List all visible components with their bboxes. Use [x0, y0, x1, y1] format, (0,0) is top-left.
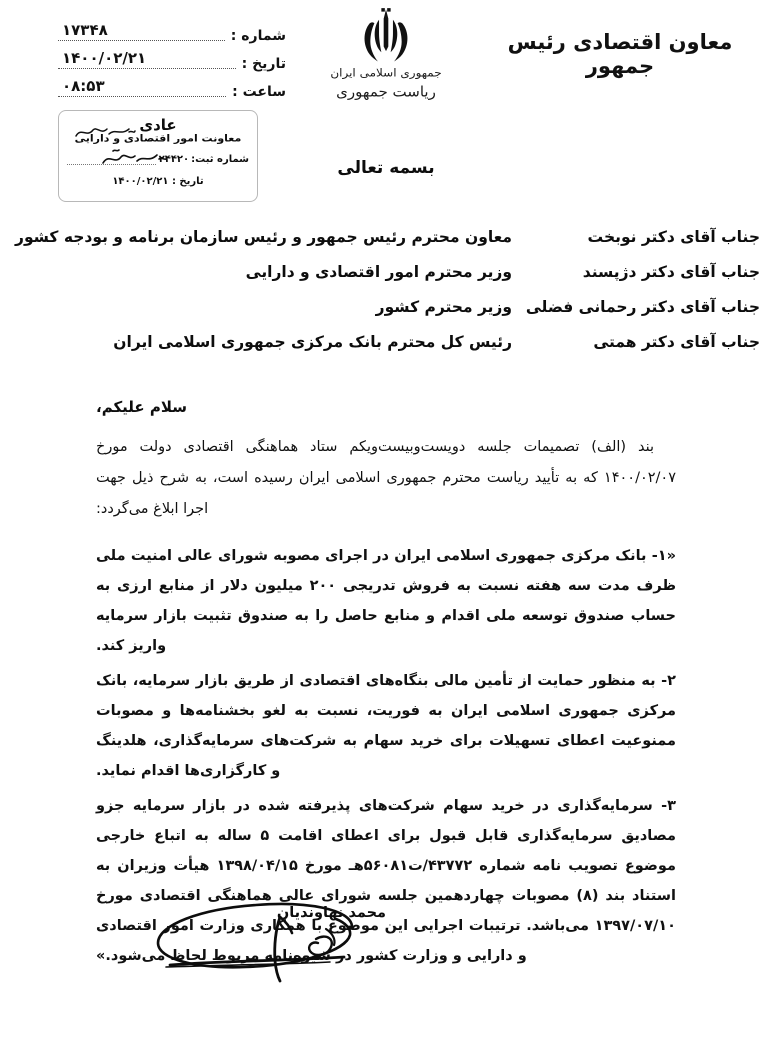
basmala-heading: بسمه تعالی — [337, 158, 435, 178]
stamp-date-row — [67, 176, 249, 187]
recipient-row — [0, 228, 772, 263]
meta-label-number: شماره : — [230, 28, 286, 44]
greeting-text: سلام علیکم، — [96, 398, 188, 416]
body-item-3: ۳- سرمایه‌گذاری در خرید سهام شرکت‌های پذیرفته شده در بازار سرمایه جزو مصادیق سرمایه‌گذاری قابل قبول برای اعطای اقامت ۵ ساله به اتباع خارجی موضوع تصویب نامه شماره ۴۳۷۷۲/ت۵۶۰۸۱هـ مورخ ۱۳۹۸/۰۴/۱۵ هیأت وزیران به استناد بند (۸) مصوبات چهاردهمین جلسه شورای عالی هماهنگی اقتصادی مورخ ۱۳۹۷/۰۷/۱۰ می‌باشد. ترتیبات اجرایی این موضوع با همکاری وزارت امور اقتصادی و دارایی و وزارت کشور در شیوه‌نامه مربوط لحاظ می‌شود.» — [96, 798, 676, 964]
recipient-title: معاون محترم رئیس جمهور و رئیس سازمان برنامه و بودجه کشور — [15, 228, 512, 246]
registration-stamp-box — [58, 110, 258, 202]
document-header — [0, 0, 772, 215]
meta-dots-number — [58, 21, 225, 41]
emblem-caption-country: جمهوری اسلامی ایران — [330, 66, 442, 80]
meta-dots-date — [58, 49, 236, 69]
stamp-priority-label: عادی — [139, 116, 177, 134]
stamp-date-value: ۱۴۰۰/۰۲/۲۱ — [112, 176, 169, 187]
recipient-title: وزیر محترم امور اقتصادی و دارایی — [245, 263, 512, 281]
recipient-title: وزیر محترم کشور — [375, 298, 512, 316]
recipient-row — [0, 333, 772, 368]
meta-row-time — [56, 72, 286, 100]
emblem-caption-presidency: ریاست جمهوری — [336, 83, 436, 101]
meta-label-time: ساعت : — [232, 84, 286, 100]
header-meta-fields — [56, 16, 286, 100]
recipient-row — [0, 263, 772, 298]
recipient-name: جناب آقای دکتر همتی — [593, 333, 760, 351]
recipient-row — [0, 298, 772, 333]
stamp-registration-label: شماره ثبت: — [191, 154, 249, 165]
recipients-list — [0, 228, 772, 368]
emblem-block — [291, 8, 481, 101]
meta-row-date — [56, 44, 286, 72]
stamp-registration-value: ۲۴۴۲۰ — [158, 154, 190, 165]
stamp-date-label: تاریخ : — [171, 176, 204, 187]
meta-row-number — [56, 16, 286, 44]
recipient-name: جناب آقای دکتر دژپسند — [582, 263, 760, 281]
signatory-name: محمد نهاوندیان — [276, 905, 386, 921]
recipient-name: جناب آقای دکتر نوبخت — [587, 228, 760, 246]
signature-block — [130, 895, 410, 1005]
stamp-registration-dots — [67, 155, 156, 165]
stamp-department-label: معاونت امور اقتصادی و دارایی — [74, 132, 242, 145]
meta-value-number: ۱۷۳۴۸ — [62, 21, 108, 39]
meta-dots-time — [58, 77, 226, 97]
body-item-1: «۱- بانک مرکزی جمهوری اسلامی ایران در اجرای مصوبه شورای عالی امنیت ملی ظرف مدت سه هفته نسبت به فروش تدریجی ۲۰۰ میلیون دلار از منابع ارزی به حساب صندوق توسعه ملی اقدام و منابع حاصل را به صندوق تثبیت بازار سرمایه واریز کند. — [96, 548, 676, 654]
recipient-name: جناب آقای دکتر رحمانی فضلی — [525, 298, 760, 316]
emblem-of-iran-icon — [357, 8, 415, 64]
intro-paragraph: بند (الف) تصمیمات جلسه دویست‌وبیست‌ویکم ستاد هماهنگی اقتصادی دولت مورخ ۱۴۰۰/۰۲/۰۷ که به تأیید ریاست محترم جمهوری اسلامی ایران رسیده است، به شرح ذیل جهت اجرا ابلاغ می‌گردد: — [96, 439, 676, 517]
meta-value-date: ۱۴۰۰/۰۲/۲۱ — [62, 49, 147, 67]
body-item-2: ۲- به منظور حمایت از تأمین مالی بنگاه‌های اقتصادی از طریق بازار سرمایه، بانک مرکزی جمهوری اسلامی ایران به فوریت، نسبت به لغو بخشنامه‌ها و مصوبات ممنوعیت اعطای تسهیلات برای خرید سهام به شرکت‌های سرمایه‌گذاری، هلدینگ و کارگزاری‌ها اقدام نماید. — [96, 673, 676, 779]
stamp-registration-row — [67, 154, 249, 165]
meta-value-time: ۰۸:۵۳ — [62, 77, 105, 95]
recipient-title: رئیس کل محترم بانک مرکزی جمهوری اسلامی ایران — [113, 333, 512, 351]
meta-label-date: تاریخ : — [241, 56, 286, 72]
office-title: معاون اقتصادی رئیس جمهور — [507, 30, 733, 78]
handwritten-signature-icon — [130, 889, 390, 989]
